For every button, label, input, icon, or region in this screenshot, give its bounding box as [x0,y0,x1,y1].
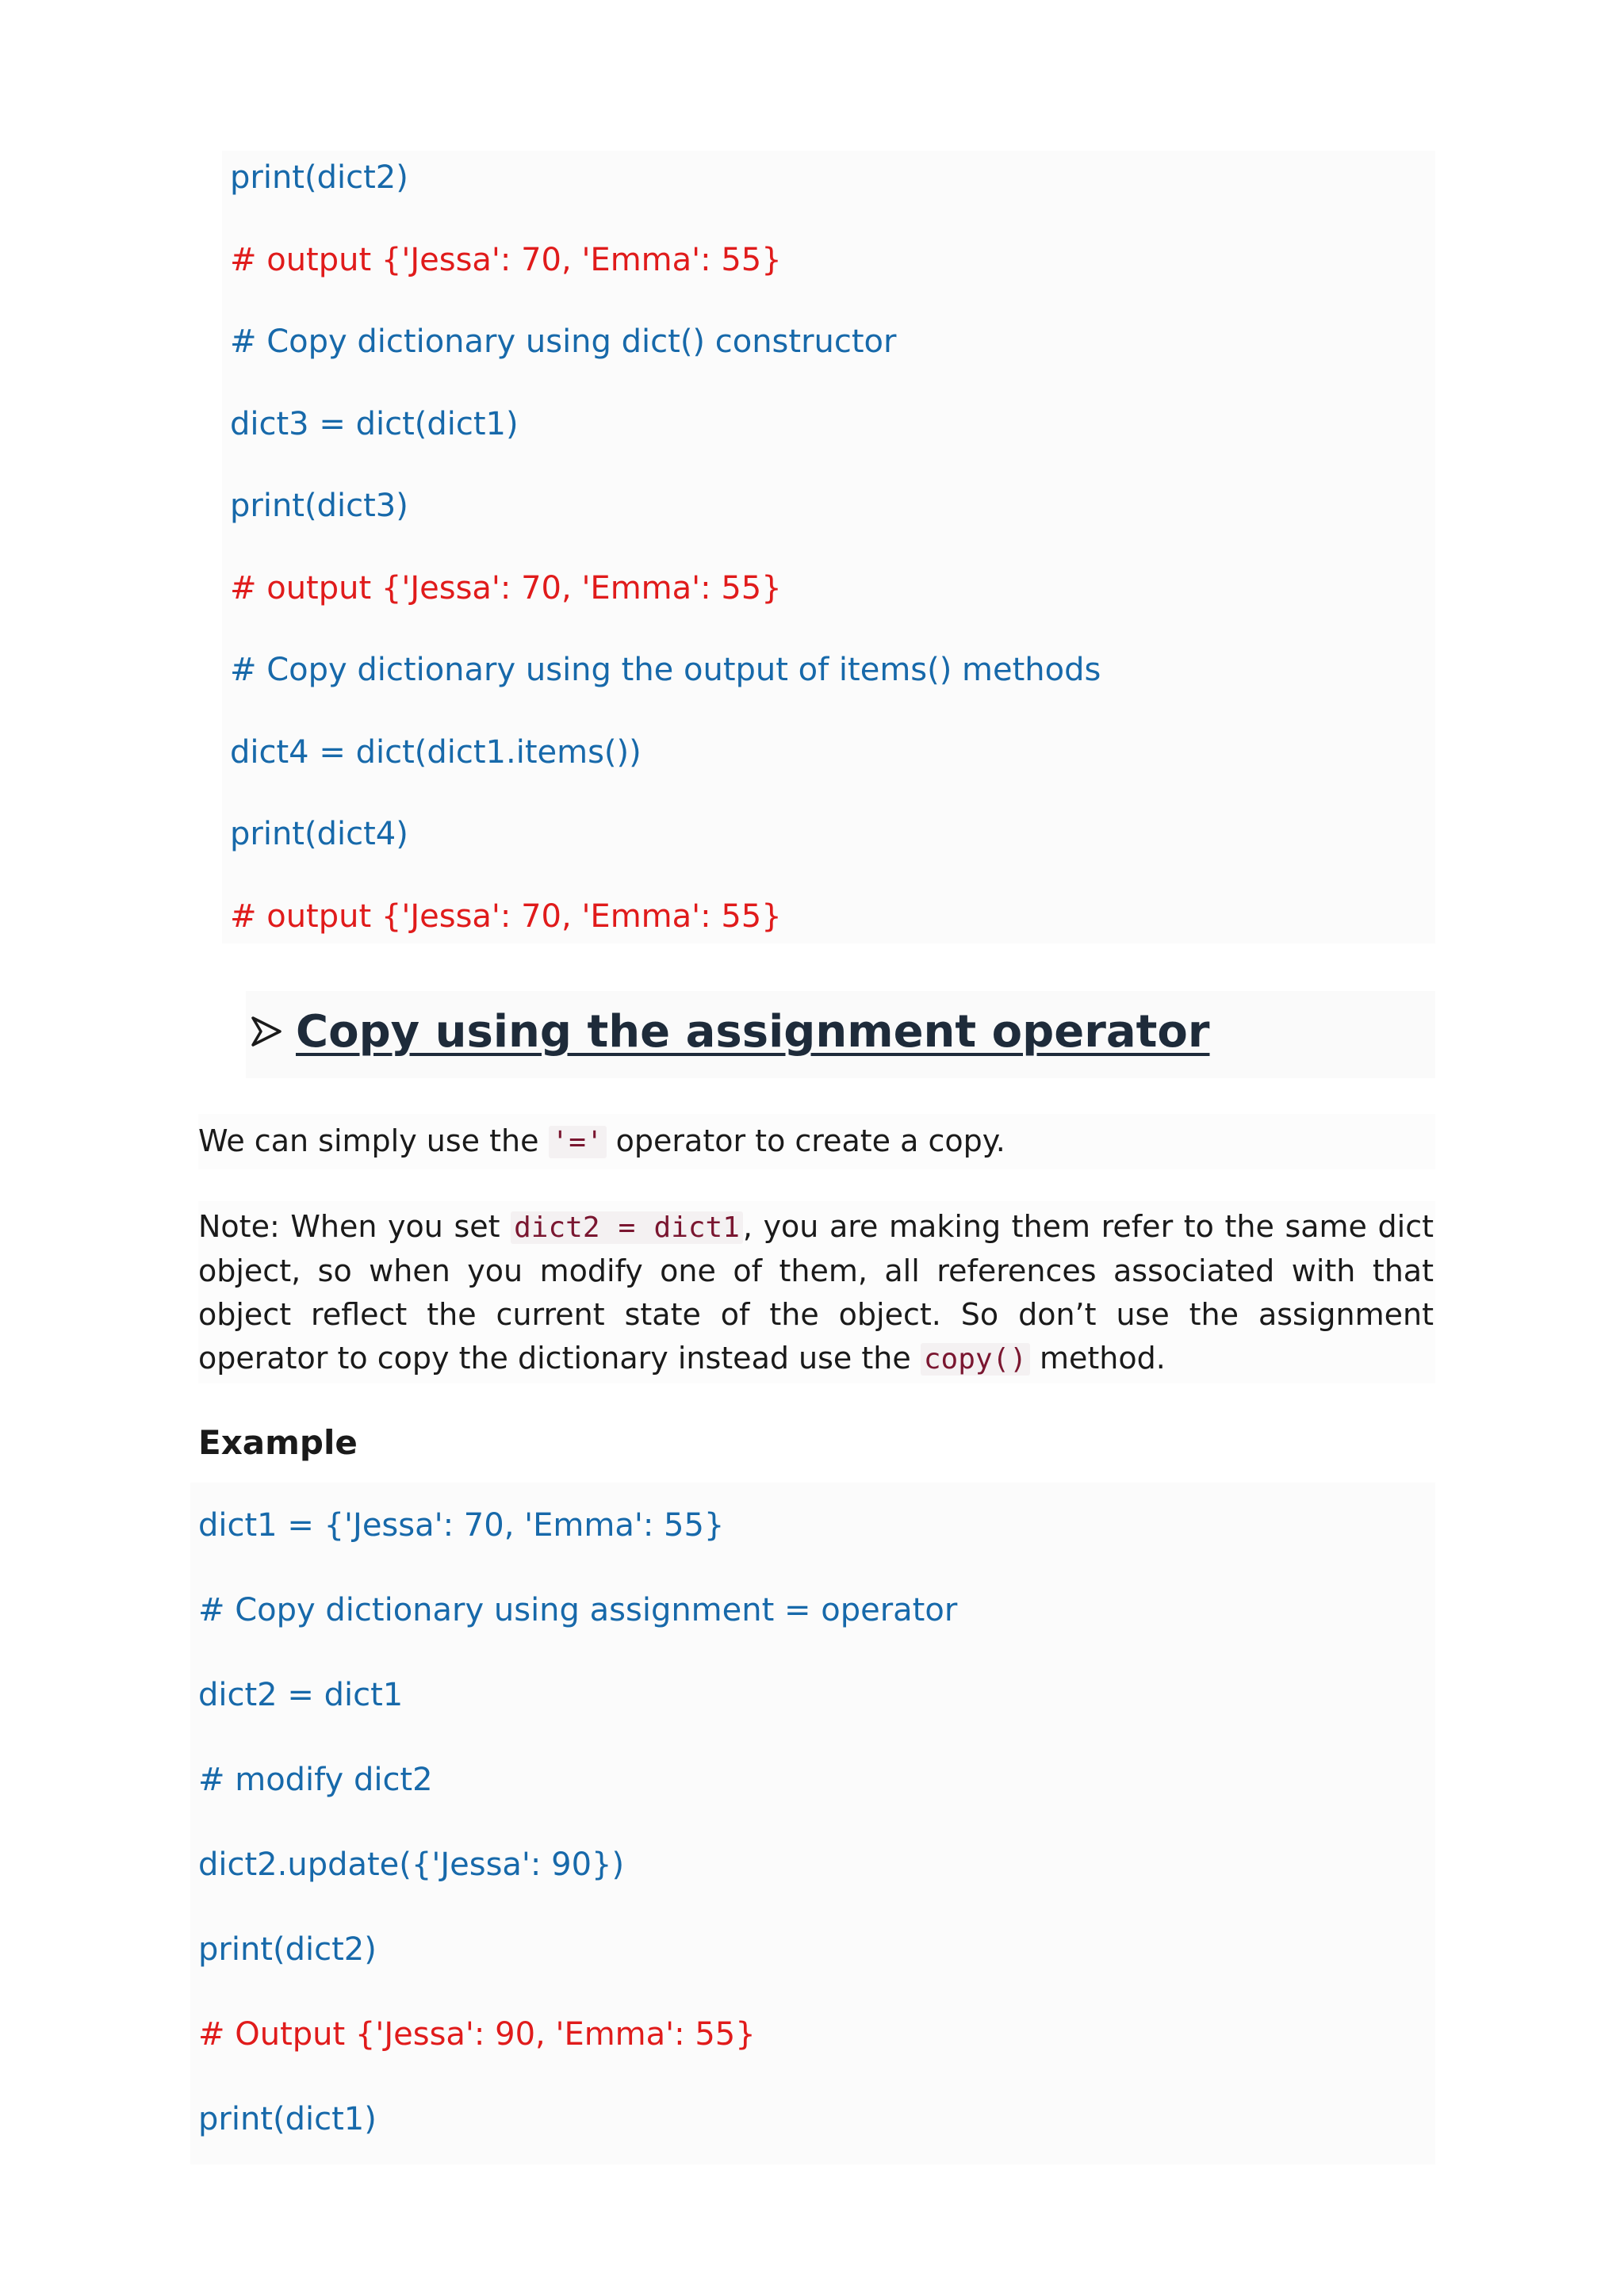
code-top-line-10: # output {'Jessa': 70, 'Emma': 55} [230,897,782,935]
code-top-line-1: print(dict2) [230,159,408,196]
example-code-line-7: # Output {'Jessa': 90, 'Emma': 55} [198,2016,756,2053]
example-code-line-3: dict2 = dict1 [198,1677,404,1713]
code-block-example [190,1483,1435,2164]
intro-text-before: We can simply use the [198,1123,549,1158]
example-code-line-2: # Copy dictionary using assignment = operator [198,1592,958,1628]
section-heading: Copy using the assignment operator [296,1006,1210,1058]
note-text-2: , you are making them refer to the same dict object, so when you modify one of them, all references associated with that object reflect the current state of the object. So don’t use the assignment operator to copy the dictionary instead use the [198,1209,1434,1376]
example-title: Example [198,1423,358,1462]
note-text-3: method. [1029,1341,1166,1376]
code-top-line-6: # output {'Jessa': 70, 'Emma': 55} [230,569,782,607]
code-top-line-7: # Copy dictionary using the output of items() methods [230,652,1101,688]
code-top-line-2: # output {'Jessa': 70, 'Emma': 55} [230,241,782,278]
example-code-line-6: print(dict2) [198,1931,377,1968]
example-code-line-1: dict1 = {'Jessa': 70, 'Emma': 55} [198,1507,725,1544]
example-code-line-5: dict2.update({'Jessa': 90}) [198,1846,625,1883]
arrow-bullet-icon [250,1015,283,1048]
inline-code-copy-method: copy() [921,1343,1030,1376]
note-paragraph [198,1205,1434,1381]
code-top-line-4: dict3 = dict(dict1) [230,405,519,442]
intro-text-after: operator to create a copy. [606,1123,1005,1158]
code-top-line-8: dict4 = dict(dict1.items()) [230,733,642,771]
inline-code-equals: '=' [549,1126,607,1158]
note-text-1: Note: When you set [198,1209,511,1244]
code-top-line-3: # Copy dictionary using dict() constructor [230,323,897,360]
example-code-line-4: # modify dict2 [198,1762,433,1798]
example-code-line-8: print(dict1) [198,2101,377,2137]
code-top-line-9: print(dict4) [230,816,408,852]
inline-code-assignment: dict2 = dict1 [511,1211,743,1244]
code-top-line-5: print(dict3) [230,488,408,524]
intro-paragraph [198,1119,1434,1164]
